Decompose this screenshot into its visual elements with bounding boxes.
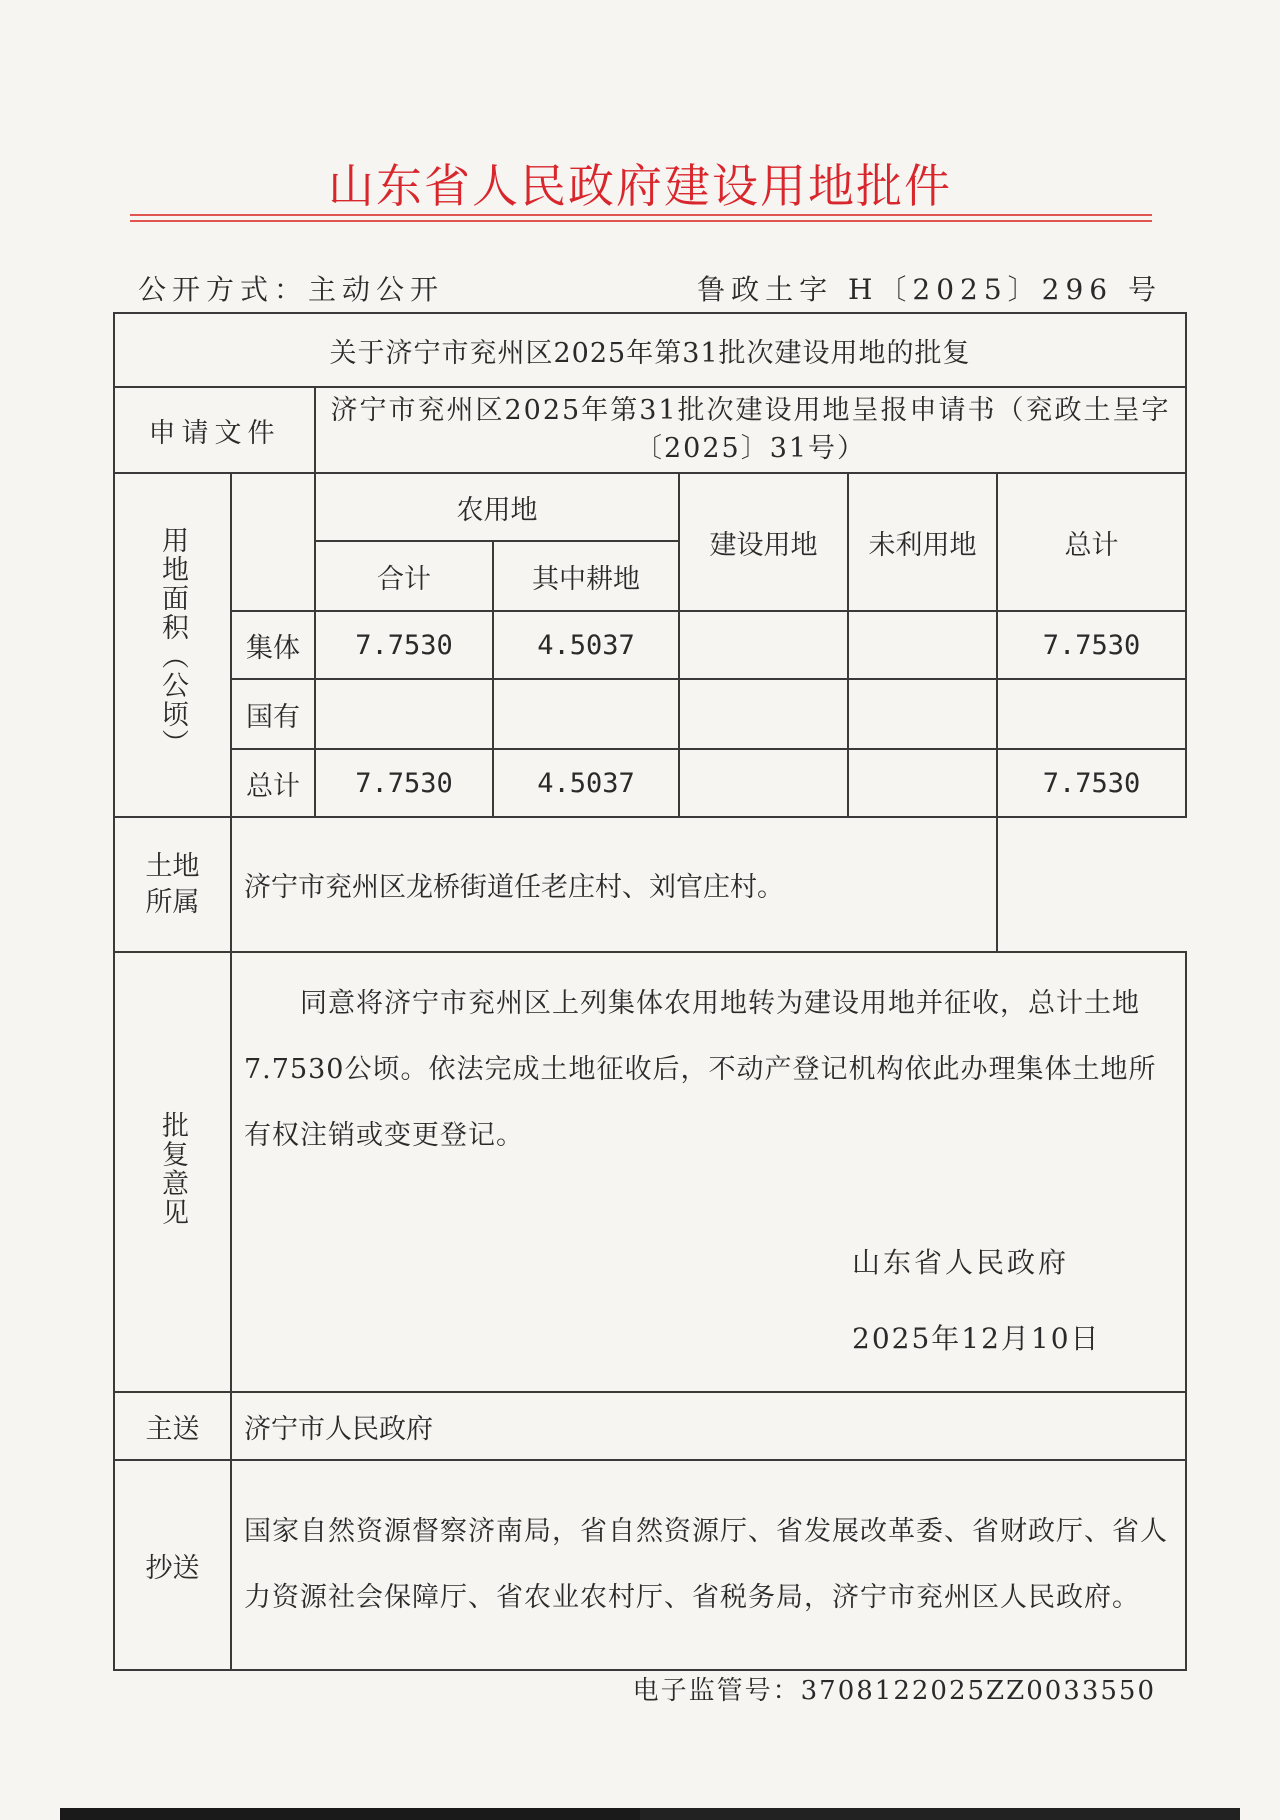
approval-label-cell (114, 952, 231, 1392)
approval-label: 批复意见 (157, 1110, 188, 1227)
application-text: 济宁市兖州区2025年第31批次建设用地呈报申请书（兖政土呈字〔2025〕31号） (315, 387, 1186, 473)
approval-row (114, 952, 1186, 1392)
cell-farmland: 4.5037 (493, 611, 679, 679)
cell-construction (679, 611, 848, 679)
row-label: 总计 (231, 749, 315, 817)
red-rule-top (130, 214, 1152, 216)
header-agricultural: 农用地 (315, 473, 679, 541)
subject-title: 关于济宁市兖州区2025年第31批次建设用地的批复 (114, 313, 1186, 387)
ownership-text: 济宁市兖州区龙桥街道任老庄村、刘官庄村。 (231, 817, 997, 952)
disclosure-mode: 公开方式：主动公开 (138, 273, 445, 306)
cell-unused (848, 679, 997, 749)
header-construction: 建设用地 (679, 473, 848, 611)
header-total: 总计 (997, 473, 1186, 611)
ownership-row (114, 817, 1186, 952)
cell-subtotal (315, 679, 493, 749)
cell-farmland (493, 679, 679, 749)
cell-farmland: 4.5037 (493, 749, 679, 817)
cc-row (114, 1460, 1186, 1670)
document-number: 鲁政土字 H〔2025〕296 号 (697, 273, 1162, 306)
document-title: 山东省人民政府建设用地批件 (328, 159, 952, 213)
main-recipient-value: 济宁市人民政府 (231, 1392, 1186, 1460)
cell-construction (679, 749, 848, 817)
table-row-collective (114, 611, 1186, 679)
land-area-label: 用地面积（公顷） (157, 525, 188, 758)
application-row (114, 387, 1186, 473)
supervision-number: 电子监管号：3708122025ZZ0033550 (632, 1676, 1156, 1706)
table-row-total (114, 749, 1186, 817)
ownership-label-cell (114, 817, 231, 952)
approval-text: 同意将济宁市兖州区上列集体农用地转为建设用地并征收，总计土地7.7530公顷。依法完成土地征收后，不动产登记机构依此办理集体土地所有权注销或变更登记。 (244, 988, 1157, 1151)
issue-date: 2025年12月10日 (852, 1322, 1101, 1355)
cell-construction (679, 679, 848, 749)
issuer-name: 山东省人民政府 (852, 1246, 1070, 1279)
cell-subtotal: 7.7530 (315, 611, 493, 679)
subject-row (114, 313, 1186, 387)
application-label: 申请文件 (114, 387, 315, 473)
table-row-state (114, 679, 1186, 749)
cell-total (997, 679, 1186, 749)
cell-total: 7.7530 (997, 611, 1186, 679)
cc-value: 国家自然资源督察济南局，省自然资源厅、省发展改革委、省财政厅、省人力资源社会保障厅、省农业农村厅、省税务局，济宁市兖州区人民政府。 (231, 1460, 1186, 1670)
cc-label: 抄送 (114, 1460, 231, 1670)
land-area-label-cell (114, 473, 231, 817)
cell-unused (848, 611, 997, 679)
scan-edge-bar-left (60, 1808, 660, 1820)
red-rule-bottom (130, 220, 1152, 222)
ownership-label-line-1: 土地 (145, 850, 200, 882)
land-header-row-1 (114, 473, 1186, 541)
approval-table (113, 312, 1187, 1671)
ownership-label-line-2: 所属 (145, 886, 200, 918)
cell-subtotal: 7.7530 (315, 749, 493, 817)
header-subtotal: 合计 (315, 541, 493, 611)
row-label: 国有 (231, 679, 315, 749)
ownership-label (146, 849, 200, 921)
header-farmland: 其中耕地 (493, 541, 679, 611)
main-recipient-row (114, 1392, 1186, 1460)
blank-corner (231, 473, 315, 611)
main-recipient-label: 主送 (114, 1392, 231, 1460)
cell-unused (848, 749, 997, 817)
cell-total: 7.7530 (997, 749, 1186, 817)
scan-edge-bar-right (640, 1808, 1240, 1820)
row-label: 集体 (231, 611, 315, 679)
header-unused: 未利用地 (848, 473, 997, 611)
approval-content (231, 952, 1186, 1392)
